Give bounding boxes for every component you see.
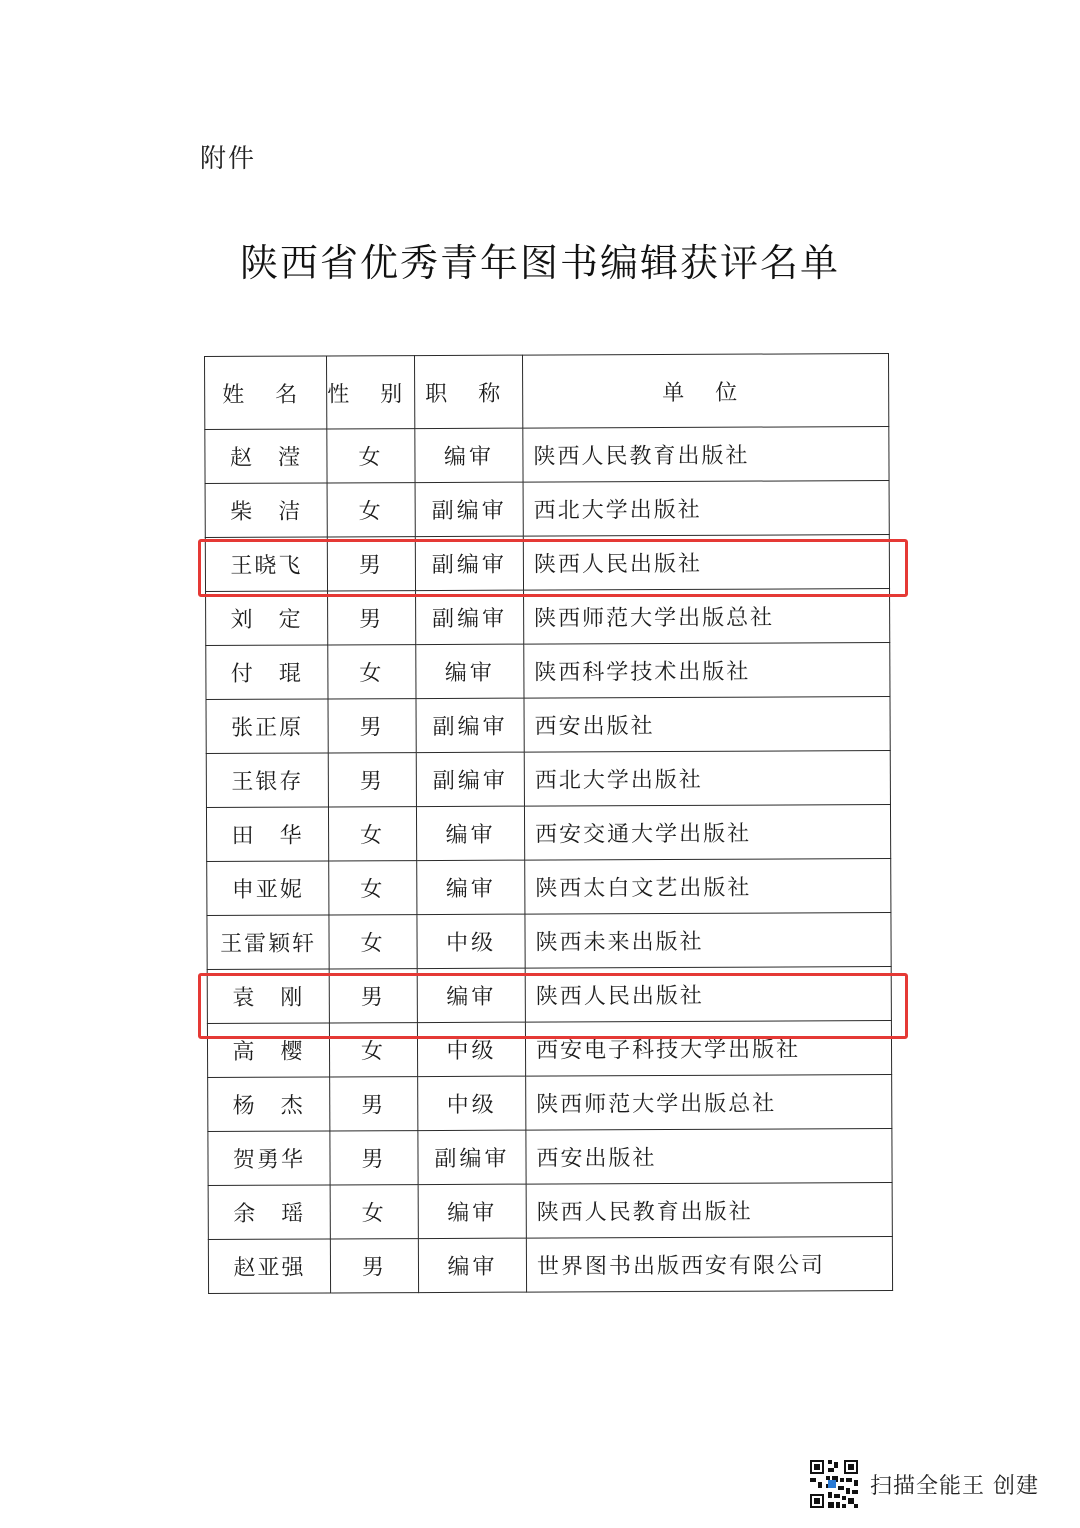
- cell-title: 编审: [418, 1184, 526, 1238]
- table-row: [207, 967, 891, 1024]
- cell-gender: 女: [327, 429, 415, 483]
- cell-unit: 西北大学出版社: [524, 751, 890, 807]
- table-row: [207, 913, 891, 970]
- cell-gender: 女: [329, 1023, 417, 1077]
- cell-title: 编审: [417, 968, 525, 1022]
- cell-title: 中级: [417, 1022, 525, 1076]
- table-header-row: [205, 354, 889, 430]
- header-title: 职 称: [415, 355, 523, 428]
- cell-gender: 女: [327, 483, 415, 537]
- cell-gender: 男: [330, 1077, 418, 1131]
- cell-name: 王晓飞: [205, 537, 327, 592]
- cell-unit: 陕西师范大学出版总社: [524, 589, 890, 645]
- cell-gender: 男: [327, 537, 415, 591]
- watermark-text: 扫描全能王 创建: [870, 1473, 1039, 1499]
- cell-unit: 陕西师范大学出版总社: [526, 1075, 892, 1131]
- table-row: [208, 1183, 892, 1240]
- cell-unit: 世界图书出版西安有限公司: [526, 1237, 892, 1293]
- table-row: [206, 697, 890, 754]
- header-unit: 单 位: [522, 354, 888, 429]
- cell-title: 副编审: [418, 1130, 526, 1184]
- table-row: [206, 643, 890, 700]
- table-row: [205, 481, 889, 538]
- table-row: [207, 859, 891, 916]
- cell-name: 柴 洁: [205, 483, 327, 538]
- cell-name: 赵 滢: [205, 429, 327, 484]
- cell-unit: 陕西人民出版社: [523, 535, 889, 591]
- cell-name: 付 琨: [206, 645, 328, 700]
- cell-title: 副编审: [415, 482, 523, 536]
- cell-name: 田 华: [206, 807, 328, 862]
- cell-title: 编审: [417, 860, 525, 914]
- cell-gender: 女: [329, 915, 417, 969]
- cell-name: 杨 杰: [208, 1077, 330, 1132]
- cell-gender: 男: [330, 1131, 418, 1185]
- table-row: [205, 535, 889, 592]
- cell-title: 编审: [418, 1238, 526, 1292]
- cell-gender: 男: [328, 591, 416, 645]
- cell-gender: 女: [329, 861, 417, 915]
- table-row: [206, 805, 890, 862]
- cell-unit: 西安电子科技大学出版社: [525, 1021, 891, 1077]
- cell-gender: 男: [329, 969, 417, 1023]
- cell-gender: 女: [328, 807, 416, 861]
- cell-unit: 陕西未来出版社: [525, 913, 891, 969]
- table-row: [206, 751, 890, 808]
- attachment-label: 附件: [200, 144, 257, 174]
- table-row: [208, 1075, 892, 1132]
- table-row: [208, 1237, 892, 1294]
- header-gender: 性 别: [327, 356, 415, 429]
- cell-unit: 西安出版社: [524, 697, 890, 753]
- qr-code-icon: [808, 1458, 860, 1510]
- scanner-watermark: [808, 1458, 1039, 1510]
- cell-name: 赵亚强: [208, 1239, 330, 1294]
- cell-name: 王银存: [206, 753, 328, 808]
- cell-title: 中级: [418, 1076, 526, 1130]
- table-row: [208, 1129, 892, 1186]
- table-row: [207, 1021, 891, 1078]
- cell-gender: 男: [328, 753, 416, 807]
- cell-gender: 男: [330, 1239, 418, 1293]
- cell-name: 高 樱: [207, 1023, 329, 1078]
- table-row: [205, 427, 889, 484]
- cell-title: 编审: [416, 806, 524, 860]
- cell-title: 中级: [417, 914, 525, 968]
- cell-name: 张正原: [206, 699, 328, 754]
- cell-title: 编审: [416, 644, 524, 698]
- cell-title: 编审: [415, 428, 523, 482]
- page-title: 陕西省优秀青年图书编辑获评名单: [239, 241, 840, 285]
- cell-unit: 陕西人民教育出版社: [526, 1183, 892, 1239]
- cell-name: 袁 刚: [207, 969, 329, 1024]
- cell-unit: 陕西太白文艺出版社: [525, 859, 891, 915]
- cell-name: 申亚妮: [207, 861, 329, 916]
- cell-name: 王雷颖轩: [207, 915, 329, 970]
- cell-name: 余 瑶: [208, 1185, 330, 1240]
- cell-name: 贺勇华: [208, 1131, 330, 1186]
- cell-name: 刘 定: [206, 591, 328, 646]
- cell-unit: 陕西科学技术出版社: [524, 643, 890, 699]
- cell-title: 副编审: [416, 698, 524, 752]
- cell-unit: 西安出版社: [526, 1129, 892, 1185]
- cell-title: 副编审: [415, 536, 523, 590]
- header-name: 姓 名: [205, 356, 327, 430]
- cell-title: 副编审: [416, 590, 524, 644]
- cell-unit: 陕西人民出版社: [525, 967, 891, 1023]
- cell-gender: 女: [330, 1185, 418, 1239]
- awardee-table: [204, 353, 893, 1294]
- table-row: [206, 589, 890, 646]
- cell-unit: 陕西人民教育出版社: [523, 427, 889, 483]
- cell-gender: 男: [328, 699, 416, 753]
- cell-unit: 西安交通大学出版社: [524, 805, 890, 861]
- cell-title: 副编审: [416, 752, 524, 806]
- cell-gender: 女: [328, 645, 416, 699]
- cell-unit: 西北大学出版社: [523, 481, 889, 537]
